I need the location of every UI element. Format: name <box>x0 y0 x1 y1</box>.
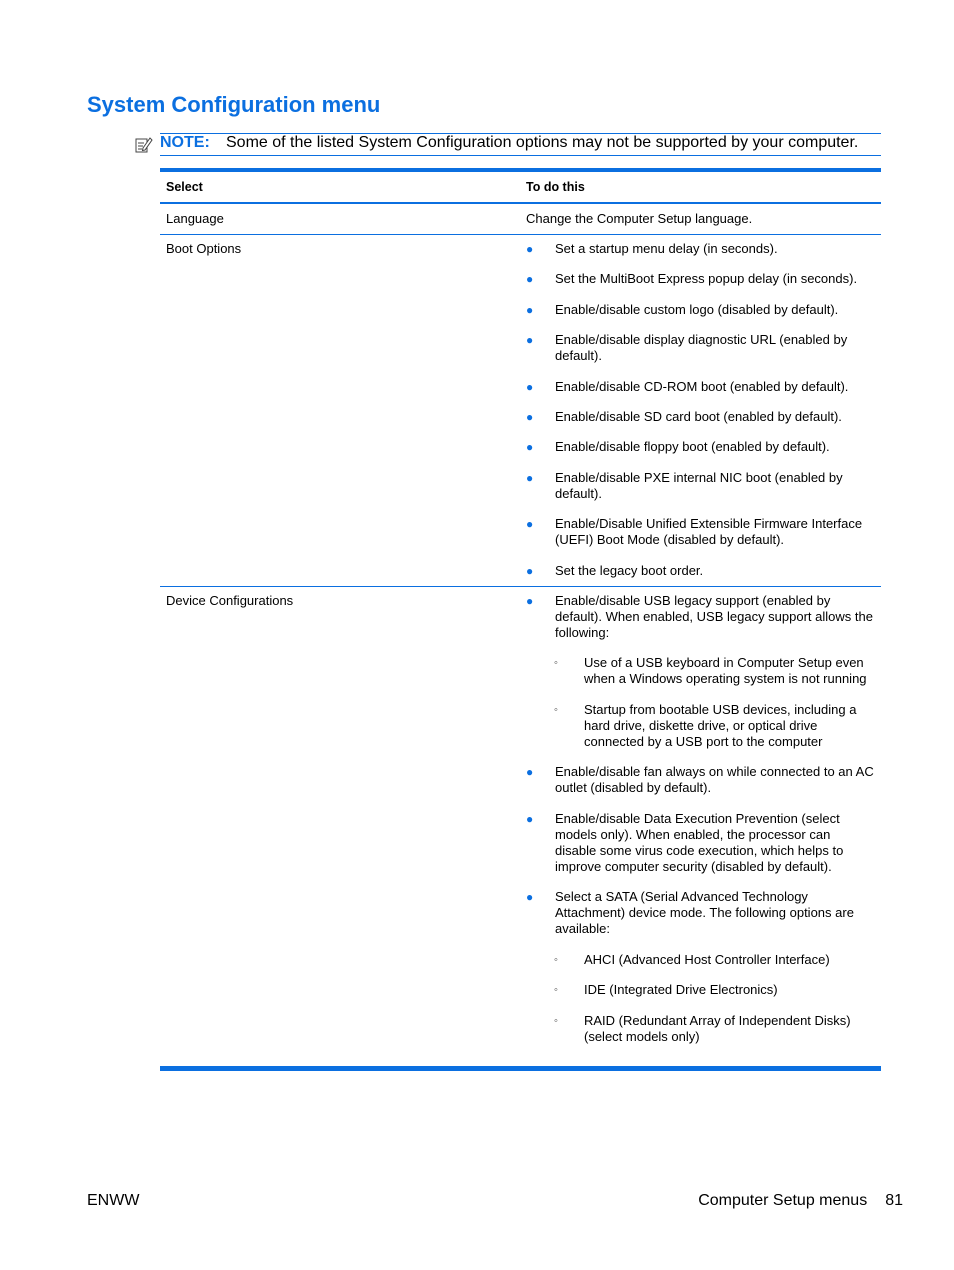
list-item: Enable/disable PXE internal NIC boot (enabled by default). <box>555 470 843 501</box>
note-box <box>160 133 881 156</box>
sub-list-item: RAID (Redundant Array of Independent Disks) (select models only) <box>584 1013 851 1044</box>
footer-section-title: Computer Setup menus <box>698 1192 868 1209</box>
list-item: Enable/disable fan always on while connected to an AC outlet (disabled by default). <box>555 764 874 795</box>
row-select-boot-options: Boot Options <box>166 241 242 256</box>
row-select-device-configurations: Device Configurations <box>166 593 294 608</box>
list-item: Enable/disable custom logo (disabled by default). <box>555 302 839 317</box>
sub-bullet-icon: ◦ <box>554 1015 558 1027</box>
row-action-language: Change the Computer Setup language. <box>526 211 753 226</box>
bullet-icon: ● <box>526 272 534 286</box>
bullet-icon: ● <box>526 410 534 424</box>
sub-list-item: Use of a USB keyboard in Computer Setup even when a Windows operating system is not running <box>584 655 867 686</box>
note-text: Some of the listed System Configuration options may not be supported by your computer. <box>226 134 859 151</box>
list-item: Enable/disable Data Execution Prevention (select models only). When enabled, the processor can disable some virus code execution, which helps to improve computer security (disabled by default). <box>555 811 844 874</box>
sub-bullet-icon: ◦ <box>554 984 558 996</box>
footer-locale: ENWW <box>87 1192 140 1209</box>
bullet-icon: ● <box>526 564 534 578</box>
footer-section <box>698 1192 903 1210</box>
bullet-icon: ● <box>526 812 534 826</box>
bullet-icon: ● <box>526 594 534 608</box>
row-divider <box>160 586 881 587</box>
column-header-select: Select <box>166 180 203 194</box>
row-divider <box>160 234 881 235</box>
note-pencil-icon <box>135 136 153 154</box>
table-top-rule <box>160 168 881 172</box>
bullet-icon: ● <box>526 471 534 485</box>
list-item: Set the MultiBoot Express popup delay (in seconds). <box>555 271 858 286</box>
bullet-icon: ● <box>526 890 534 904</box>
list-item: Enable/disable CD-ROM boot (enabled by default). <box>555 379 849 394</box>
config-table <box>160 168 881 1071</box>
row-select-language: Language <box>166 211 224 226</box>
bullet-icon: ● <box>526 242 534 256</box>
sub-bullet-icon: ◦ <box>554 657 558 669</box>
list-item: Set a startup menu delay (in seconds). <box>555 241 778 256</box>
list-item: Select a SATA (Serial Advanced Technology Attachment) device mode. The following options are available: <box>555 889 854 936</box>
list-item: Enable/Disable Unified Extensible Firmware Interface (UEFI) Boot Mode (disabled by default). <box>555 516 863 547</box>
list-item: Enable/disable display diagnostic URL (enabled by default). <box>555 332 848 363</box>
bullet-icon: ● <box>526 440 534 454</box>
list-item: Enable/disable USB legacy support (enabled by default). When enabled, USB legacy support allows the following: <box>555 593 873 640</box>
sub-bullet-icon: ◦ <box>554 954 558 966</box>
list-item: Enable/disable floppy boot (enabled by default). <box>555 439 830 454</box>
bullet-icon: ● <box>526 517 534 531</box>
sub-bullet-icon: ◦ <box>554 704 558 716</box>
table-bottom-rule <box>160 1066 881 1071</box>
page-number: 81 <box>885 1192 903 1209</box>
list-item: Set the legacy boot order. <box>555 563 704 578</box>
page-title: System Configuration menu <box>87 92 381 117</box>
bullet-icon: ● <box>526 765 534 779</box>
bullet-icon: ● <box>526 303 534 317</box>
note-label: NOTE: <box>160 134 210 151</box>
sub-list-item: IDE (Integrated Drive Electronics) <box>584 982 778 997</box>
sub-list-item: AHCI (Advanced Host Controller Interface) <box>584 952 830 967</box>
bullet-icon: ● <box>526 380 534 394</box>
sub-list-item: Startup from bootable USB devices, including a hard drive, diskette drive, or optical drive connected by a USB port to the computer <box>584 702 857 749</box>
column-header-action: To do this <box>526 180 585 194</box>
bullet-icon: ● <box>526 333 534 347</box>
header-bottom-rule <box>160 202 881 204</box>
list-item: Enable/disable SD card boot (enabled by default). <box>555 409 842 424</box>
